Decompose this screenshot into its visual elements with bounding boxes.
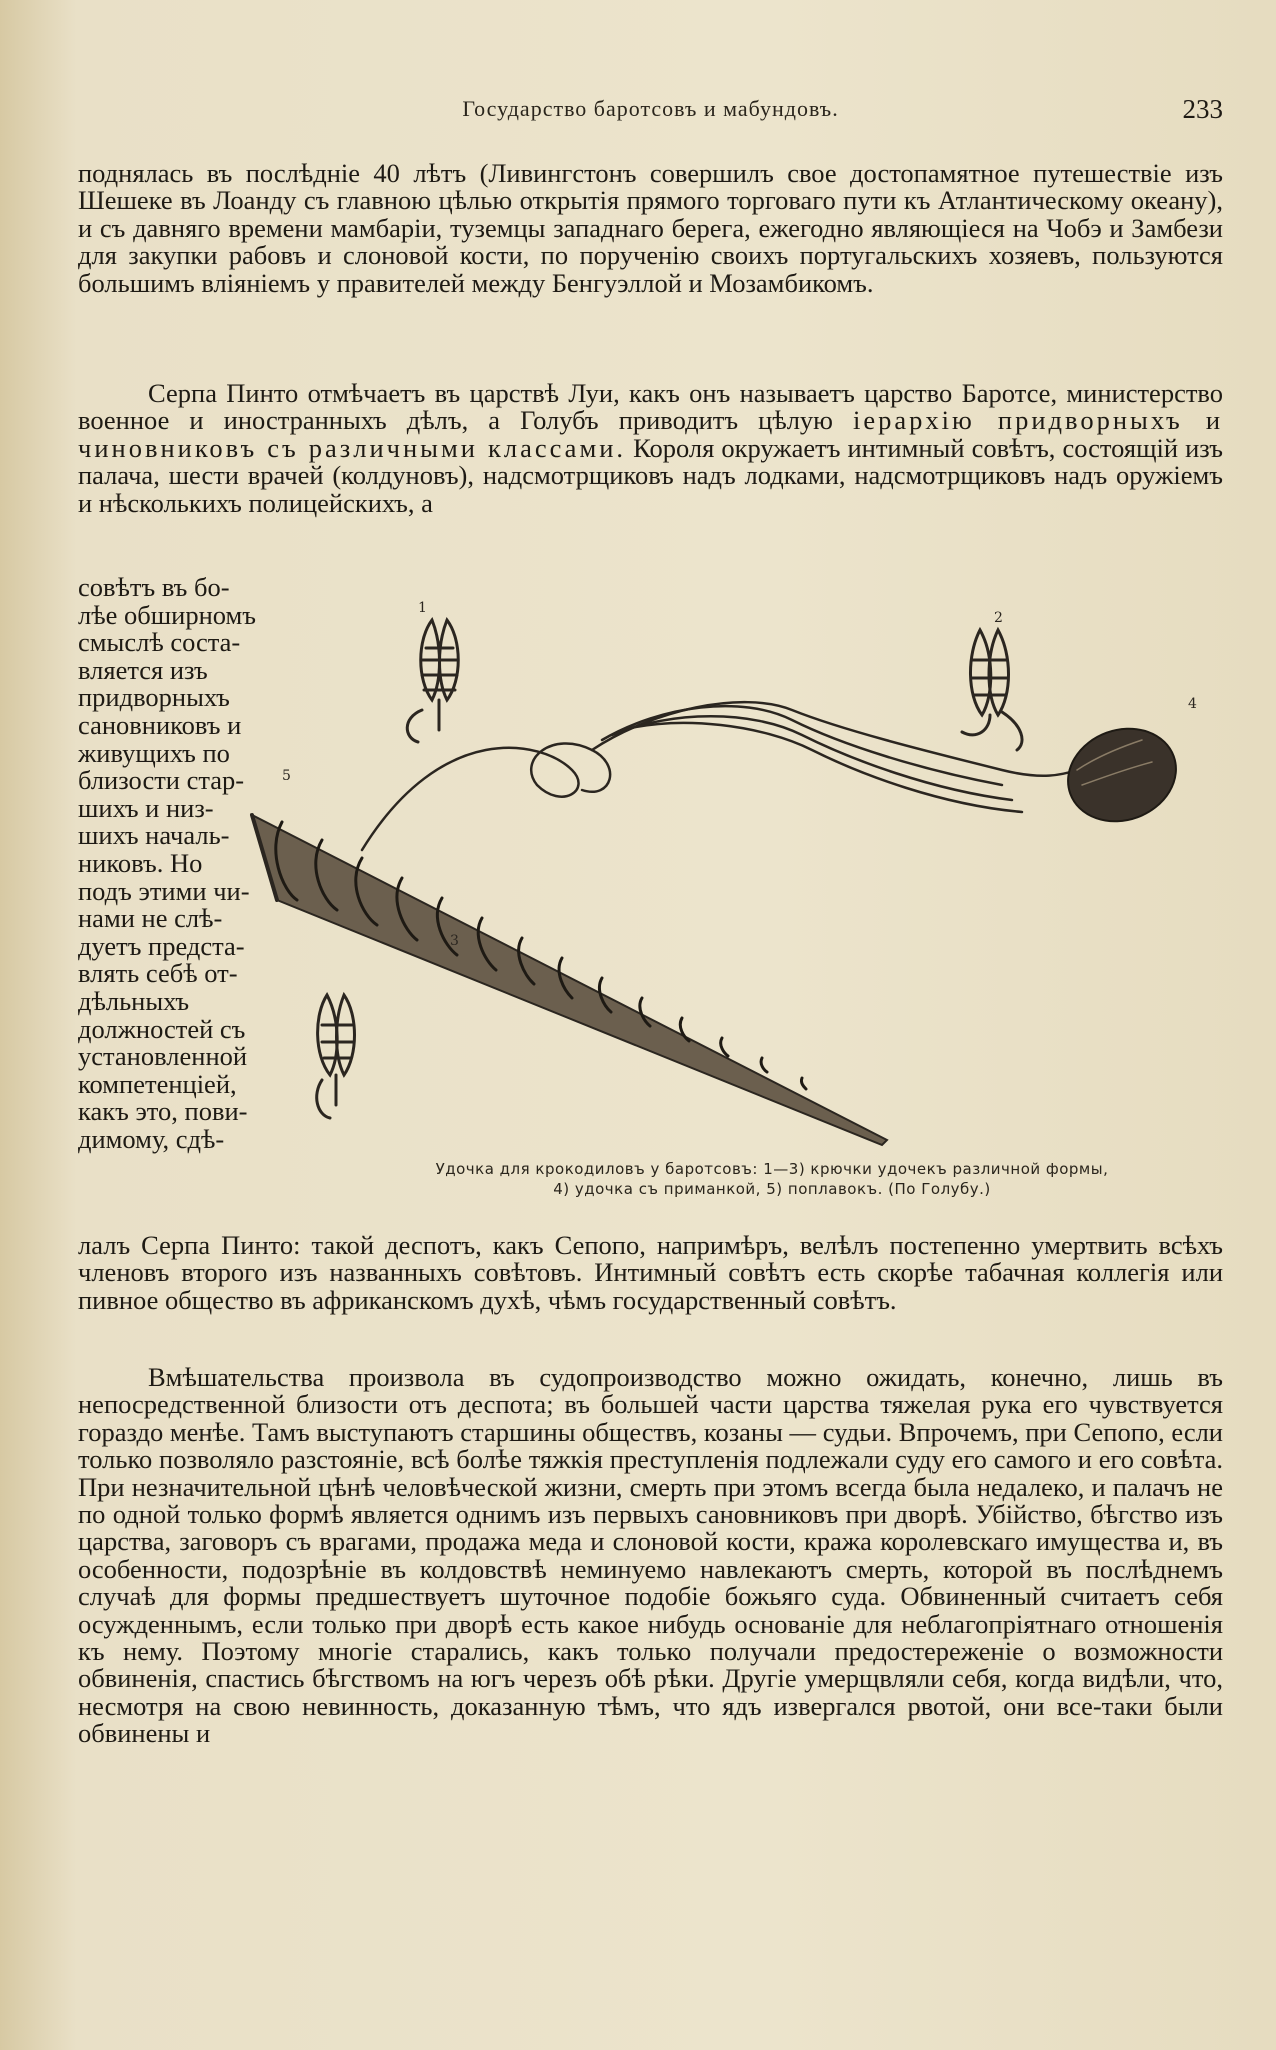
narrow-column-line: подъ этими чи-	[78, 875, 250, 906]
figure-label-5: 5	[282, 768, 291, 784]
narrow-column-line: совѣтъ въ бо-	[78, 572, 230, 602]
narrow-column-line: установленной	[78, 1041, 248, 1072]
figure-label-1: 1	[418, 600, 427, 616]
narrow-column-line: нами не слѣ-	[78, 903, 223, 934]
paragraph-3-text: лалъ Серпа Пинто: такой деспотъ, какъ Сепопо, напримѣръ, велѣлъ постепенно умертвить всѣхъ членовъ второго изъ названныхъ совѣтовъ. Интимный совѣтъ есть скорѣе табачная коллегія или пивное общество въ африканскомъ духѣ, чѣмъ государственный совѣтъ.	[78, 1230, 1223, 1315]
paragraph-4	[78, 1364, 1223, 1748]
figure-label-2: 2	[994, 610, 1003, 626]
narrow-column-line: живущихъ по	[78, 737, 230, 768]
narrow-column-line: смыслѣ соста-	[78, 627, 241, 658]
narrow-column-line: дуетъ предста-	[78, 930, 245, 961]
figure-label-4: 4	[1188, 696, 1197, 712]
narrow-column-line: дѣльныхъ	[78, 985, 190, 1016]
page-number: 233	[1182, 94, 1223, 124]
figure-illustration	[282, 600, 1222, 1160]
narrow-column-line: шихъ и низ-	[78, 792, 214, 823]
hook-1-drawing	[407, 620, 458, 742]
narrow-column-line: лѣе обширномъ	[78, 599, 256, 630]
narrow-column-line: компетенціей,	[78, 1068, 237, 1099]
narrow-column-line: шихъ началь-	[78, 820, 230, 851]
bait-drawing	[1055, 714, 1189, 836]
hook-3-drawing	[317, 995, 355, 1118]
page-header	[78, 96, 1223, 136]
rod-drawing	[252, 815, 887, 1145]
narrow-column-line: никовъ. Но	[78, 847, 203, 878]
paragraph-3	[78, 1232, 1223, 1314]
narrow-column-line: вляется изъ	[78, 654, 208, 685]
figure-label-3: 3	[450, 933, 459, 949]
narrow-column-line: влять себѣ от-	[78, 958, 238, 989]
paragraph-2-text-a: Серпа Пинто отмѣчаетъ въ царствѣ Луи, какъ онъ называетъ царство Баротсе, министерство военное и иностранныхъ дѣлъ, а Голубъ приводитъ цѣлую	[78, 378, 1223, 436]
narrow-column-line: придворныхъ	[78, 682, 230, 713]
line-drawing	[362, 702, 1077, 850]
narrow-column-line: должностей съ	[78, 1013, 246, 1044]
running-title: Государство баротсовъ и мабундовъ.	[462, 96, 839, 121]
paragraph-2-spaced-text: іерархію придворныхъ и чиновниковъ съ различными классами.	[78, 405, 1224, 463]
paragraph-2	[78, 380, 1223, 517]
narrow-column-line: сановниковъ и	[78, 709, 242, 740]
paragraph-1-text: поднялась въ послѣдніе 40 лѣтъ (Ливингстонъ совершилъ свое достопамятное путешествіе изъ Шешеке въ Лоанду съ главною цѣлью открытія прямого торговаго пути къ Атлантическому океану), и съ давняго времени мамбаріи, туземцы западнаго берега, ежегодно являющіеся на Чобэ и Замбези для закупки рабовъ и слоновой кости, по порученію своихъ португальскихъ хозяевъ, пользуются большимъ вліяніемъ у правителей между Бенгуэллой и Мозамбикомъ.	[78, 158, 1223, 298]
figure-caption	[322, 1159, 1222, 1199]
figure-caption-line-1: Удочка для крокодиловъ у баротсовъ: 1—3) крючки удочекъ различной формы,	[435, 1160, 1109, 1178]
paragraph-1	[78, 160, 1223, 297]
figure-crocodile-hook	[282, 600, 1222, 1160]
narrow-column-line: какъ это, пови-	[78, 1096, 248, 1127]
narrow-column-line: димому, сдѣ-	[78, 1123, 225, 1154]
hook-2-drawing	[962, 630, 1022, 750]
paragraph-2-text-b: Короля окружаетъ интимный совѣтъ, состоящій изъ палача, шести врачей (колдуновъ), надсмотрщиковъ надъ лодками, надсмотрщиковъ надъ оружіемъ и нѣсколькихъ полицейскихъ, а	[78, 432, 1224, 518]
paragraph-4-text: Вмѣшательства произвола въ судопроизводство можно ожидать, конечно, лишь въ непосредственной близости отъ деспота; въ большей части царства тяжелая рука его чувствуется гораздо менѣе. Тамъ выступаютъ старшины обществъ, козаны — судьи. Впрочемъ, при Сепопо, если только позволяло разстояніе, всѣ болѣе тяжкія преступленія подлежали суду его самого и его совѣта. При незначительной цѣнѣ человѣческой жизни, смерть при этомъ всегда была недалеко, и палачъ не по одной только формѣ является однимъ изъ первыхъ сановниковъ при дворѣ. Убійство, бѣгство изъ царства, заговоръ съ врагами, продажа меда и слоновой кости, кража королевскаго имущества и, въ особенности, подозрѣніе въ колдовствѣ неминуемо навлекаютъ смерть, которой въ послѣднемъ случаѣ для формы предшествуетъ шуточное подобіе божьяго суда. Обвиненный считаетъ себя осужденнымъ, если только при дворѣ есть какое нибудь основаніе для неблагопріятнаго отношенія къ нему. Поэтому многіе старались, какъ только получали предостереженіе о возможности обвиненія, спастись бѣгствомъ на югъ черезъ обѣ рѣки. Другіе умерщвляли себя, когда видѣли, что, несмотря на свою невинность, доказанную тѣмъ, что ядъ извергался рвотой, они все-таки были обвинены и	[78, 1362, 1223, 1749]
narrow-column-line: близости стар-	[78, 765, 245, 796]
figure-caption-line-2: 4) удочка съ приманкой, 5) поплавокъ. (По Голубу.)	[553, 1180, 991, 1198]
